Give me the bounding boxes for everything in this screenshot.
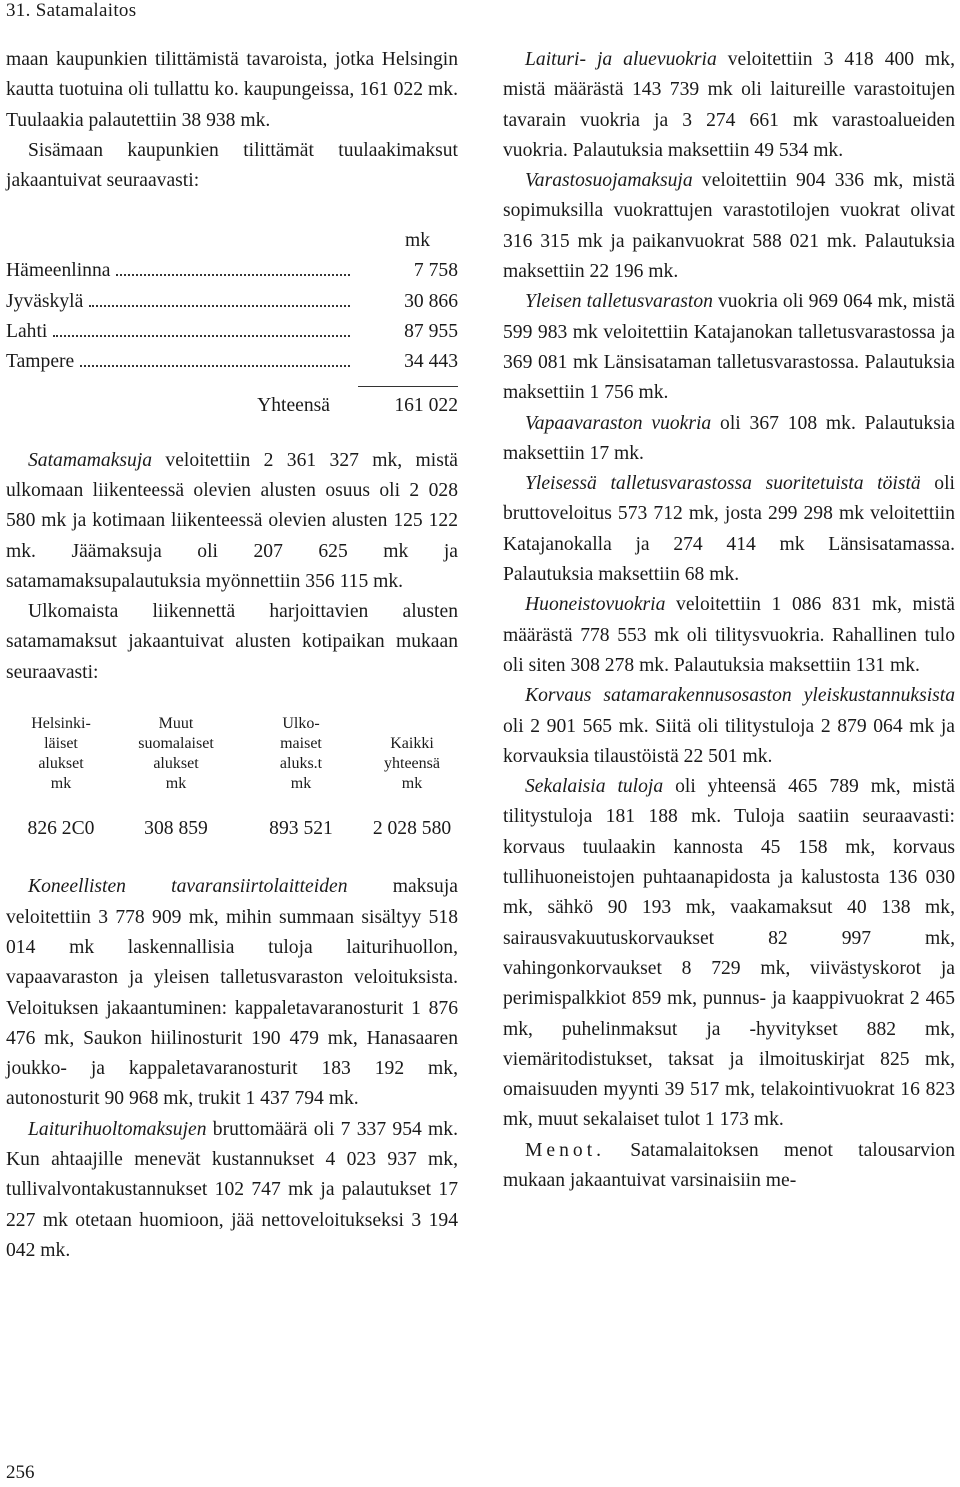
table-row bbox=[6, 347, 458, 377]
paragraph-lead: Satamamaksuja bbox=[28, 449, 153, 471]
paragraph-lead: Huoneistovuokria bbox=[525, 594, 666, 616]
city-value: 30 866 bbox=[404, 290, 458, 312]
paragraph: maan kaupunkien tilittämistä tavaroista, jotka Helsingin kautta tuotuina oli tullattu ko. kaupungeissa, 161 022 mk. Tuulaakia palautettiin 38 938 mk. bbox=[6, 49, 458, 131]
header-line: suomalaiset bbox=[138, 735, 214, 753]
paragraph-text: veloitettiin 1 086 831 mk, mistä määrästä 778 553 mk oli tilitysvuokria. Rahallinen tulo oli siten 308 278 mk. Palautuksia maksettiin 131 mk. bbox=[503, 594, 955, 676]
page-number: 256 bbox=[6, 1462, 35, 1483]
header-line bbox=[366, 714, 458, 734]
leader-dots bbox=[116, 273, 350, 276]
paragraph-text: maksuja veloitettiin 3 778 909 mk, mihin summaan sisältyy 518 014 mk laskennallisia tuloja laiturihuollon, vapaavaraston ja yleisen talletusvaraston veloituksista. Veloituksen jakaantuminen: kappaletavaranosturit 1 876 476 mk, Saukon hiilinosturit 190 479 mk, Hanasaaren joukko- ja kappaletavaranosturit 183 192 mk, autonosturit 90 968 mk, trukit 1 437 794 mk. bbox=[6, 876, 458, 1110]
table-row bbox=[6, 317, 458, 347]
header-line: mk bbox=[290, 775, 312, 793]
table-header bbox=[6, 714, 458, 794]
unit-label: mk bbox=[404, 230, 430, 252]
paragraph-text: Satamalaitoksen menot talousarvion mukaan jakaantuivat varsinaisiin me- bbox=[503, 1139, 955, 1191]
ship-payments-table bbox=[6, 714, 458, 844]
paragraph-lead: Laiturihuoltomaksujen bbox=[28, 1118, 207, 1140]
paragraph-text: bruttomäärä oli 7 337 954 mk. Kun ahtaajille menevät kustannukset 4 023 937 mk, tullivalvontakustannukset 102 747 mk ja palautukset 17 227 mk otetaan huomioon, jää nettoveloitukseksi 3 194 042 mk. bbox=[6, 1118, 458, 1261]
section-lead: Menot. bbox=[525, 1139, 606, 1161]
paragraph bbox=[503, 166, 955, 287]
total-value: 161 022 bbox=[358, 386, 458, 421]
column-header bbox=[366, 714, 458, 794]
right-column bbox=[503, 45, 955, 1196]
header-line: aluks.t bbox=[279, 755, 323, 773]
paragraph-text: veloitettiin 2 361 327 mk, mistä ulkomaan liikenteessä olevien alusten osuus oli 2 028 580 mk ja kotimaan liikenteessä olevien alusten 125 122 mk. Jäämaksuja oli 207 625 mk ja satamamaksupalautuksia myönnettiin 356 115 mk. bbox=[6, 449, 458, 592]
leader-dots bbox=[80, 364, 350, 367]
paragraph-lead: Laituri- ja aluevuokria bbox=[525, 49, 717, 70]
paragraph bbox=[503, 681, 955, 772]
city-payments-table bbox=[6, 226, 458, 421]
paragraph-lead: Koneellisten tavaransiirtolaitteiden bbox=[28, 876, 348, 898]
paragraph-lead: Varastosuojamaksuja bbox=[525, 170, 693, 192]
header-line: mk bbox=[401, 775, 423, 793]
paragraph-text: oli 367 108 mk. Palautuksia maksettiin 17 mk. bbox=[503, 412, 955, 464]
header-line: yhteensä bbox=[384, 755, 440, 773]
paragraph-text: veloitettiin 3 418 400 mk, mistä määrästä 143 739 mk oli laitureille varastoitujen tavarain vuokria ja 3 274 661 mk varastoalueiden vuokria. Palautuksia maksettiin 49 534 mk. bbox=[503, 49, 955, 161]
paragraph-lead: Korvaus satamarakennusosaston yleiskustannuksista bbox=[525, 685, 955, 707]
table-cell: 893 521 bbox=[269, 818, 333, 840]
table-cell: 308 859 bbox=[144, 818, 208, 840]
header-line: maiset bbox=[280, 735, 322, 753]
table-cell: 826 2C0 bbox=[27, 818, 95, 840]
paragraph bbox=[503, 772, 955, 1136]
table-row bbox=[6, 814, 458, 844]
city-value: 7 758 bbox=[413, 260, 458, 282]
city-name: Tampere bbox=[6, 351, 75, 373]
table-row bbox=[6, 287, 458, 317]
total-row bbox=[6, 378, 458, 422]
header-line: Ulko- bbox=[282, 715, 320, 733]
paragraph-text: veloitettiin 904 336 mk, mistä sopimuksilla vuokrattujen varastotilojen vuokrat olivat 316 315 mk ja paikanvuokrat 588 021 mk. Palautuksia maksettiin 22 196 mk. bbox=[503, 170, 955, 283]
paragraph-text: oli yhteensä 465 789 mk, mistä tilitystuloja 181 188 mk. Tuloja saatiin seuraavasti: korvaus tuulaakin kannosta 45 158 mk, korvaus tullihuoneistojen puhtaanapidosta ja kalustosta 136 030 mk, sähkö 90 193 mk, vaakamaksut 40 138 mk, sairausvakuutuskorvaukset 82 997 mk, vahingonkorvaukset 8 729 mk, viivästyskorot ja perimispalkkiot 859 mk, punnus- ja kaappivuokrat 2 465 mk, puhelinmaksut ja -hyvitykset 882 mk, viemäritodistukset, taksat ja ilmoituskirjat 825 mk, omaisuuden myynti 39 517 mk, telakointivuokrat 16 823 mk, muut sekalaiset tulot 1 173 mk. bbox=[503, 776, 955, 1131]
paragraph bbox=[503, 45, 955, 166]
paragraph-text: oli 2 901 565 mk. Siitä oli tilitystuloja 2 879 064 mk ja korvauksia tilaustöistä 22 501 mk. bbox=[503, 715, 955, 767]
paragraph bbox=[503, 590, 955, 681]
city-name: Hämeenlinna bbox=[6, 260, 111, 282]
column-header bbox=[116, 714, 236, 794]
running-header: 31. Satamalaitos bbox=[6, 0, 137, 21]
leader-dots bbox=[89, 304, 350, 307]
city-name: Jyväskylä bbox=[6, 290, 84, 312]
column-header bbox=[6, 714, 116, 794]
table-cell: 2 028 580 bbox=[372, 818, 452, 840]
paragraph bbox=[503, 409, 955, 470]
city-value: 34 443 bbox=[404, 351, 458, 373]
paragraph bbox=[6, 446, 458, 597]
paragraph bbox=[6, 872, 458, 1114]
header-line: Helsinki- bbox=[31, 715, 91, 733]
paragraph bbox=[503, 469, 955, 590]
paragraph-text: oli bruttoveloitus 573 712 mk, josta 299 298 mk veloitettiin Katajanokalla ja 274 414 mk Länsisatamassa. Palautuksia maksettiin 68 mk. bbox=[503, 473, 955, 586]
paragraph-text: vuokria oli 969 064 mk, mistä 599 983 mk veloitettiin Katajanokan talletusvarastossa ja 369 081 mk Länsisataman talletusvarastossa. Palautuksia maksettiin 1 756 mk. bbox=[503, 291, 955, 404]
paragraph-lead: Vapaavaraston vuokria bbox=[525, 412, 712, 434]
paragraph bbox=[503, 1136, 955, 1197]
paragraph-lead: Yleisessä talletusvarastossa suoritetuista töistä bbox=[525, 473, 921, 495]
header-line: mk bbox=[165, 775, 187, 793]
paragraph-lead: Sekalaisia tuloja bbox=[525, 776, 664, 798]
city-name: Lahti bbox=[6, 321, 48, 343]
city-value: 87 955 bbox=[404, 321, 458, 343]
total-label: Yhteensä bbox=[257, 395, 330, 417]
paragraph bbox=[503, 287, 955, 408]
leader-dots bbox=[53, 334, 350, 337]
paragraph: Sisämaan kaupunkien tilittämät tuulaakimaksut jakaantuivat seuraavasti: bbox=[6, 139, 458, 192]
header-line: alukset bbox=[38, 755, 84, 773]
header-line: läiset bbox=[44, 735, 78, 753]
header-line: Muut bbox=[158, 715, 194, 733]
paragraph bbox=[6, 1115, 458, 1266]
table-row bbox=[6, 256, 458, 286]
header-line: Kaikki bbox=[390, 735, 434, 753]
left-column bbox=[6, 45, 458, 1266]
paragraph: Ulkomaista liikennettä harjoittavien alusten satamamaksut jakaantuivat alusten kotipaikan mukaan seuraavasti: bbox=[6, 601, 458, 683]
paragraph-lead: Yleisen talletusvaraston bbox=[525, 291, 713, 313]
header-line: alukset bbox=[153, 755, 199, 773]
column-header bbox=[236, 714, 366, 794]
header-line: mk bbox=[50, 775, 72, 793]
